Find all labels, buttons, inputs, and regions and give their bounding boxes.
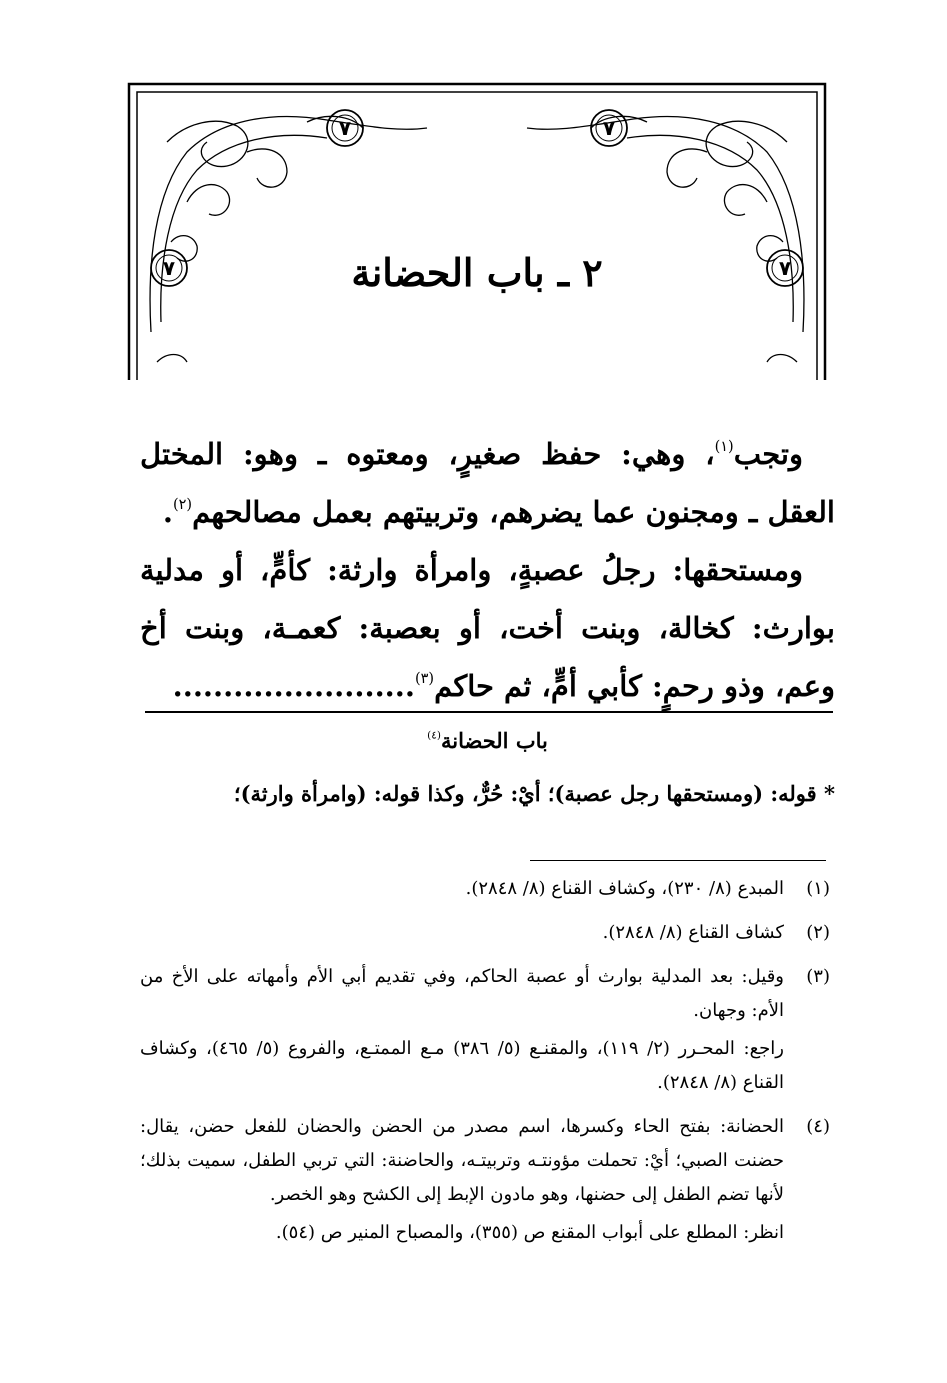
footnotes bbox=[140, 872, 830, 1260]
footnote-text: انظر: المطلع على أبواب المقنع ص (٣٥٥)، والمصباح المنير ص (٥٤). bbox=[275, 1222, 784, 1243]
text-run: . bbox=[162, 495, 173, 529]
ornament-numeral: ٧ bbox=[162, 256, 176, 280]
footnote-body bbox=[140, 872, 784, 910]
ornament-numeral: ٧ bbox=[602, 116, 616, 140]
footnote-number: (٢) bbox=[806, 922, 830, 943]
footnote-separator bbox=[530, 860, 826, 861]
footnote-ref[interactable]: (٢) bbox=[172, 496, 193, 513]
footnote-text: راجع: المحـرر (٢/ ١١٩)، والمقنـع (٥/ ٣٨٦) مـع الممتـع، والفروع (٥/ ٤٦٥)، وكشاف القناع (٨/ ٢٨٤٨). bbox=[140, 1038, 784, 1093]
footnote-ref[interactable]: (٤) bbox=[427, 729, 442, 742]
commentary-line: * قوله: (ومستحقها رجل عصبة)؛ أيْ: حُرٌّ، وكذا قوله: (وامرأة وارثة)؛ bbox=[233, 781, 835, 806]
footnote-text: كشاف القناع (٨/ ٢٨٤٨). bbox=[602, 922, 784, 943]
footnote bbox=[140, 960, 830, 1104]
commentary-title bbox=[140, 725, 835, 757]
footnote-body bbox=[140, 1110, 784, 1254]
ornament-numeral: ٧ bbox=[338, 116, 352, 140]
footnote-number: (٣) bbox=[806, 966, 830, 987]
main-paragraph bbox=[140, 425, 835, 541]
commentary-title-text: باب الحضانة bbox=[441, 728, 548, 753]
footnote-ref[interactable]: (١) bbox=[714, 438, 734, 455]
ornament-svg bbox=[127, 82, 827, 382]
footnote-number: (١) bbox=[806, 878, 830, 899]
section-divider bbox=[145, 711, 833, 713]
ornament-numeral: ٧ bbox=[778, 256, 792, 280]
dotted-leader: ........................ bbox=[172, 669, 415, 703]
text-run: ، وهي: حفظ صغيرٍ، ومعتوه ـ وهو: المختل العقل ـ ومجنون عما يضرهم، وتربيتهم بعمل مصالحهم bbox=[140, 437, 835, 529]
footnote-body bbox=[140, 916, 784, 954]
footnote bbox=[140, 1110, 830, 1254]
main-text bbox=[140, 425, 835, 715]
footnote-text: الحضانة: بفتح الحاء وكسرها، اسم مصدر من الحضن والحضان للفعل حضن، يقال: حضنت الصبي؛ أيْ: تحملت مؤونتـه وتربيتـه، والحاضنة: التي تربي الطفل، سميت بذلك؛ لأنها تضم الطفل إلى حضنها، وهو مادون الإبط إلى الكشح وهو الخصر. bbox=[140, 1116, 784, 1205]
footnote bbox=[140, 916, 830, 954]
footnote-ref[interactable]: (٣) bbox=[414, 670, 435, 687]
text-run: وتجب bbox=[733, 437, 803, 471]
chapter-title: ٢ ـ باب الحضانة bbox=[351, 250, 603, 295]
chapter-ornament-frame bbox=[127, 82, 827, 382]
text-run: ومستحقها: رجلُ عصبةٍ، وامرأة وارثة: كأمٍّ، أو مدلية بوارث: كخالة، وبنت أخت، أو بعصبة: كعمـة، وبنت أخ وعم، وذو رحمٍ: كأبي أمٍّ، ثم حاكم bbox=[140, 553, 835, 703]
footnote-text: وقيل: بعد المدلية بوارث أو عصبة الحاكم، وفي تقديم أبي الأم وأمهاته على الأخ من الأم: وجهان. bbox=[140, 966, 784, 1021]
footnote-body bbox=[140, 960, 784, 1104]
footnote-number: (٤) bbox=[806, 1116, 830, 1137]
footnote bbox=[140, 872, 830, 910]
footnote-text: المبدع (٨/ ٢٣٠)، وكشاف القناع (٨/ ٢٨٤٨). bbox=[465, 878, 784, 899]
main-paragraph bbox=[140, 541, 835, 715]
